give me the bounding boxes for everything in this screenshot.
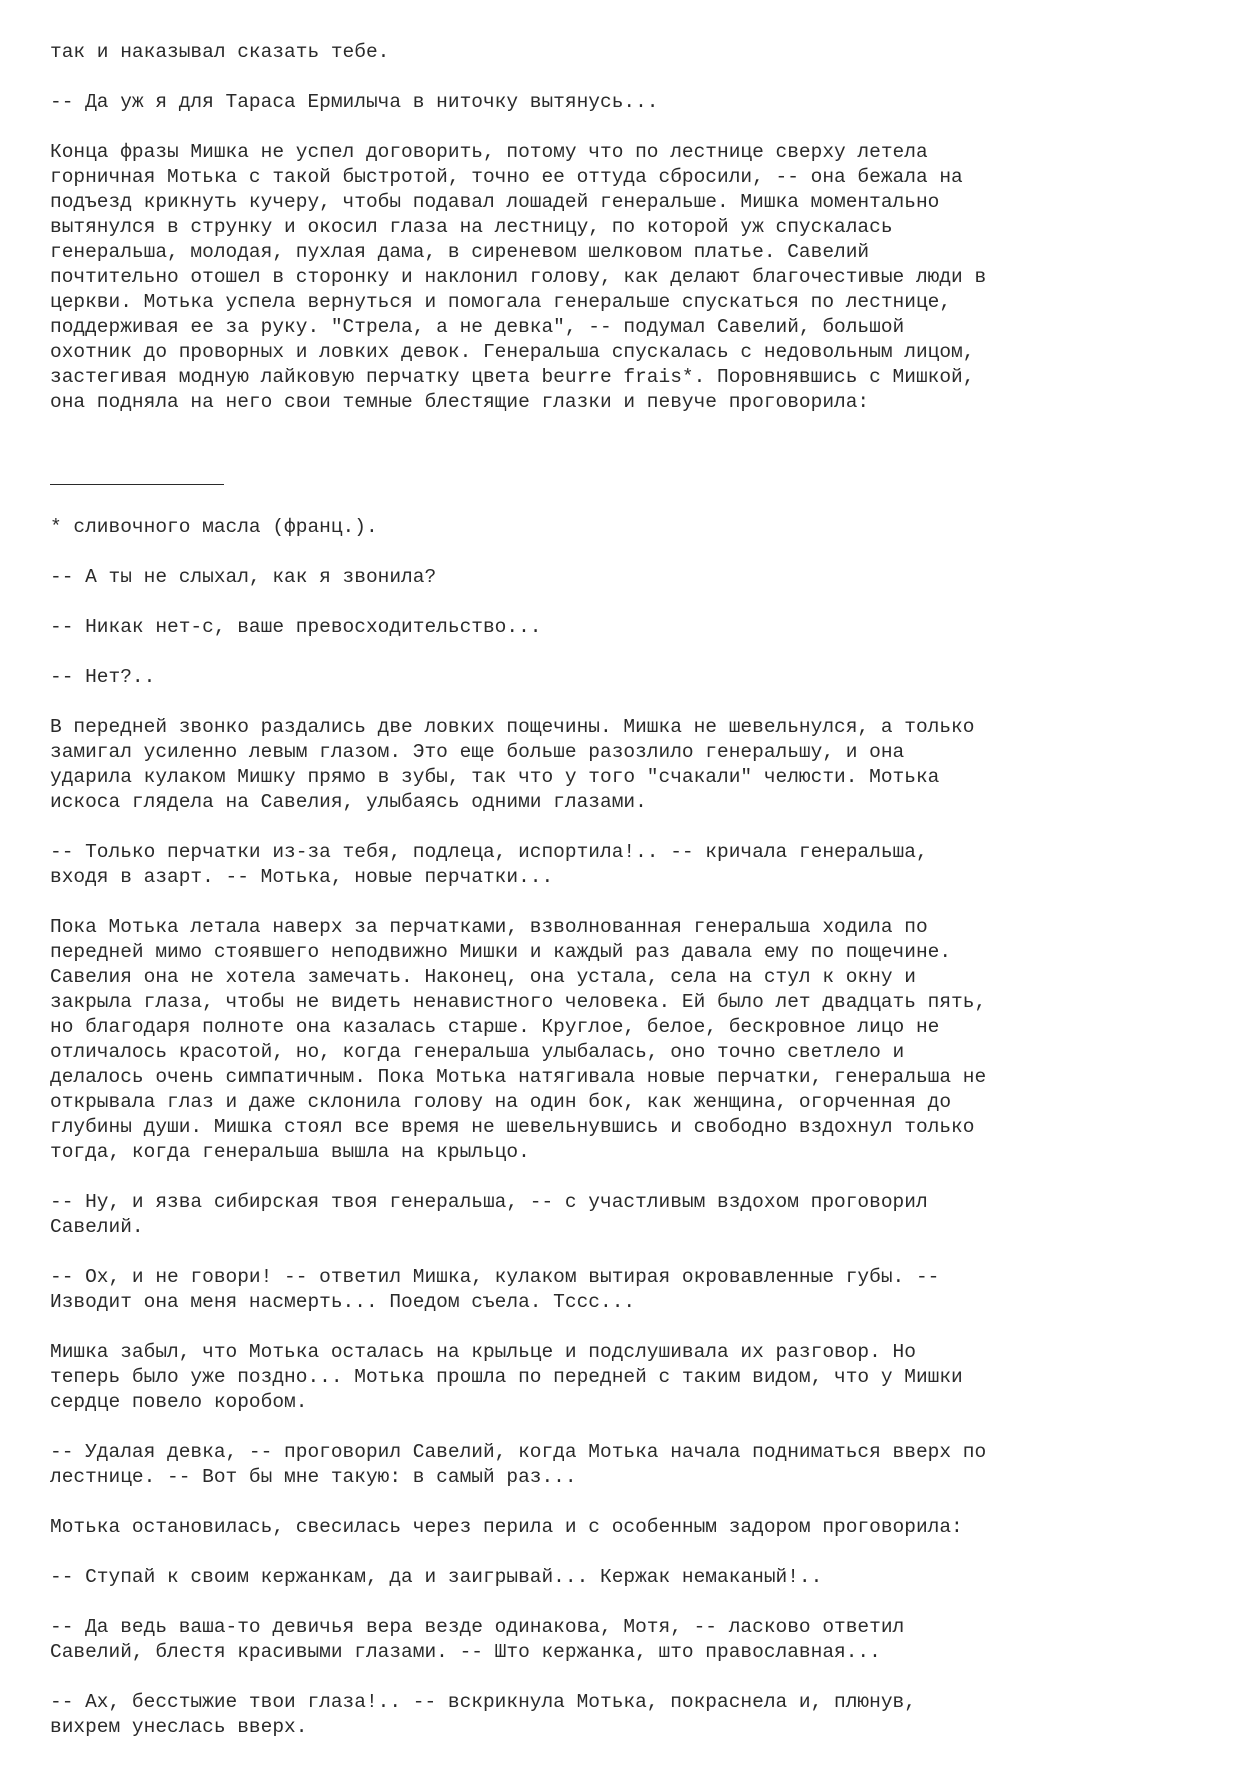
paragraph: -- А ты не слыхал, как я звонила? (50, 566, 437, 588)
spacer (50, 440, 1200, 465)
paragraph: Конца фразы Мишка не успел договорить, потому что по лестнице сверху летела горничная Мотька с такой быстротой, точно ее оттуда сбросили, -- она бежала на подъезд крикнуть кучеру, чтобы подавал лошадей генеральше. Мишка моментально вытянулся в струнку и окосил глаза на лестницу, по которой уж спускалась генеральша, молодая, пухлая дама, в сиреневом шелковом платье. Савелий почтительно отошел в сторонку и наклонил голову, как делают благочестивые люди в церкви. Мотька успела вернуться и помогала генеральше спускаться по лестнице, поддерживая ее за руку. "Стрела, а не девка", -- подумал Савелий, большой охотник до проворных и ловких девок. Генеральша спускалась с недовольным лицом, застегивая модную лайковую перчатку цвета beurre frais*. Поровнявшись с Мишкой, она подняла на него свои темные блестящие глазки и певуче проговорила: (50, 141, 987, 413)
footnote-divider (50, 465, 1200, 490)
footnote-rule-line (50, 484, 224, 485)
paragraph: -- Нет?.. (50, 666, 156, 688)
paragraph: -- Ох, и не говори! -- ответил Мишка, кулаком вытирая окровавленные губы. -- Изводит она меня насмерть... Поедом съела. Тссс... (50, 1266, 940, 1313)
paragraph: -- Ах, бесстыжие твои глаза!.. -- вскрикнула Мотька, покраснела и, плюнув, вихрем унеслась вверх. (50, 1691, 916, 1738)
paragraph: Пока Мотька летала наверх за перчатками, взволнованная генеральша ходила по передней мимо стоявшего неподвижно Мишки и каждый раз давала ему по пощечине. Савелия она не хотела замечать. Наконец, она устала, села на стул к окну и закрыла глаза, чтобы не видеть ненавистного человека. Ей было лет двадцать пять, но благодаря полноте она казалась старше. Круглое, белое, бескровное лицо не отличалось красотой, но, когда генеральша улыбалась, оно точно светлело и делалось очень симпатичным. Пока Мотька натягивала новые перчатки, генеральша не открывала глаз и даже склонила голову на один бок, как женщина, огорченная до глубины души. Мишка стоял все время не шевельнувшись и свободно вздохнул только тогда, когда генеральша вышла на крыльцо. (50, 916, 987, 1163)
paragraph: В передней звонко раздались две ловких пощечины. Мишка не шевельнулся, а только замигал усиленно левым глазом. Это еще больше разозлило генеральшу, и она ударила кулаком Мишку прямо в зубы, так что у того "счакали" челюсти. Мотька искоса глядела на Савелия, улыбаясь одними глазами. (50, 716, 975, 813)
paragraph: -- Удалая девка, -- проговорил Савелий, когда Мотька начала подниматься вверх по лестнице. -- Вот бы мне такую: в самый раз... (50, 1441, 987, 1488)
paragraph: -- Да ведь ваша-то девичья вера везде одинакова, Мотя, -- ласково ответил Савелий, блестя красивыми глазами. -- Што кержанка, што православная... (50, 1616, 905, 1663)
paragraph: так и наказывал сказать тебе. (50, 41, 390, 63)
footnote: * сливочного масла (франц.). (50, 516, 378, 538)
paragraph: Мотька остановилась, свесилась через перила и с особенным задором проговорила: (50, 1516, 963, 1538)
paragraph: Мишка забыл, что Мотька осталась на крыльце и подслушивала их разговор. Но теперь было уже поздно... Мотька прошла по передней с таким видом, что у Мишки сердце повело коробом. (50, 1341, 963, 1413)
paragraph: -- Только перчатки из-за тебя, подлеца, испортила!.. -- кричала генеральша, входя в азарт. -- Мотька, новые перчатки... (50, 841, 928, 888)
paragraph: -- Никак нет-с, ваше превосходительство... (50, 616, 542, 638)
paragraph: -- Ну, и язва сибирская твоя генеральша, -- с участливым вздохом проговорил Савелий. (50, 1191, 928, 1238)
document-text (50, 40, 1200, 1765)
paragraph: -- Ступай к своим кержанкам, да и заигрывай... Кержак немаканый!.. (50, 1566, 823, 1588)
paragraph: -- Да уж я для Тараса Ермилыча в ниточку вытянусь... (50, 91, 659, 113)
